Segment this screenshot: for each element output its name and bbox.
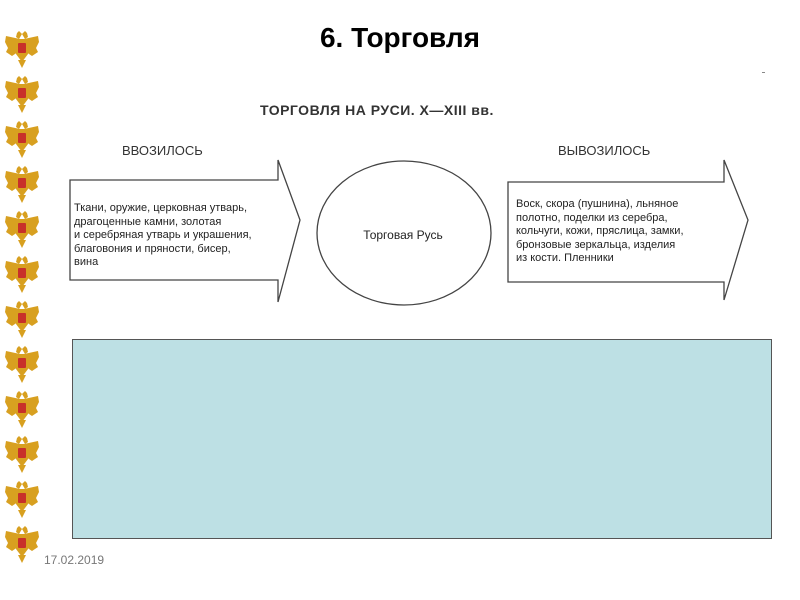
double-headed-eagle-icon xyxy=(4,255,40,295)
export-line: из кости. Пленники xyxy=(516,252,614,264)
export-line: полотно, поделки из серебра, xyxy=(516,211,668,224)
double-headed-eagle-icon xyxy=(4,435,40,475)
import-line: Ткани, оружие, церковная утварь, xyxy=(74,202,248,214)
import-label: ВВОЗИЛОСЬ xyxy=(122,143,203,158)
double-headed-eagle-icon xyxy=(4,525,40,565)
double-headed-eagle-icon xyxy=(4,480,40,520)
import-line: и серебряная утварь и украшения, xyxy=(74,229,252,241)
blank-answer-panel xyxy=(72,339,772,539)
double-headed-eagle-icon xyxy=(4,210,40,250)
double-headed-eagle-icon xyxy=(4,120,40,160)
trade-diagram xyxy=(60,70,770,330)
double-headed-eagle-icon xyxy=(4,390,40,430)
slide-date: 17.02.2019 xyxy=(44,553,105,567)
export-line: Воск, скора (пушнина), льняное xyxy=(516,198,679,210)
import-line: благовония и пряности, бисер, xyxy=(74,242,231,255)
diagram-title: ТОРГОВЛЯ НА РУСИ. X—XIII вв. xyxy=(260,102,494,118)
double-headed-eagle-icon xyxy=(4,345,40,385)
eagle-strip xyxy=(0,30,44,570)
export-goods-text xyxy=(516,198,716,266)
export-label: ВЫВОЗИЛОСЬ xyxy=(558,143,651,158)
double-headed-eagle-icon xyxy=(4,75,40,115)
import-line: вина xyxy=(74,256,99,268)
import-line: драгоценные камни, золотая xyxy=(74,215,222,228)
import-goods-text xyxy=(74,202,294,270)
slide-title: 6. Торговля xyxy=(319,22,481,53)
double-headed-eagle-icon xyxy=(4,300,40,340)
double-headed-eagle-icon xyxy=(4,165,40,205)
export-line: бронзовые зеркальца, изделия xyxy=(516,238,676,251)
export-line: кольчуги, кожи, пряслица, замки, xyxy=(516,225,684,237)
center-label: Торговая Русь xyxy=(363,228,443,242)
